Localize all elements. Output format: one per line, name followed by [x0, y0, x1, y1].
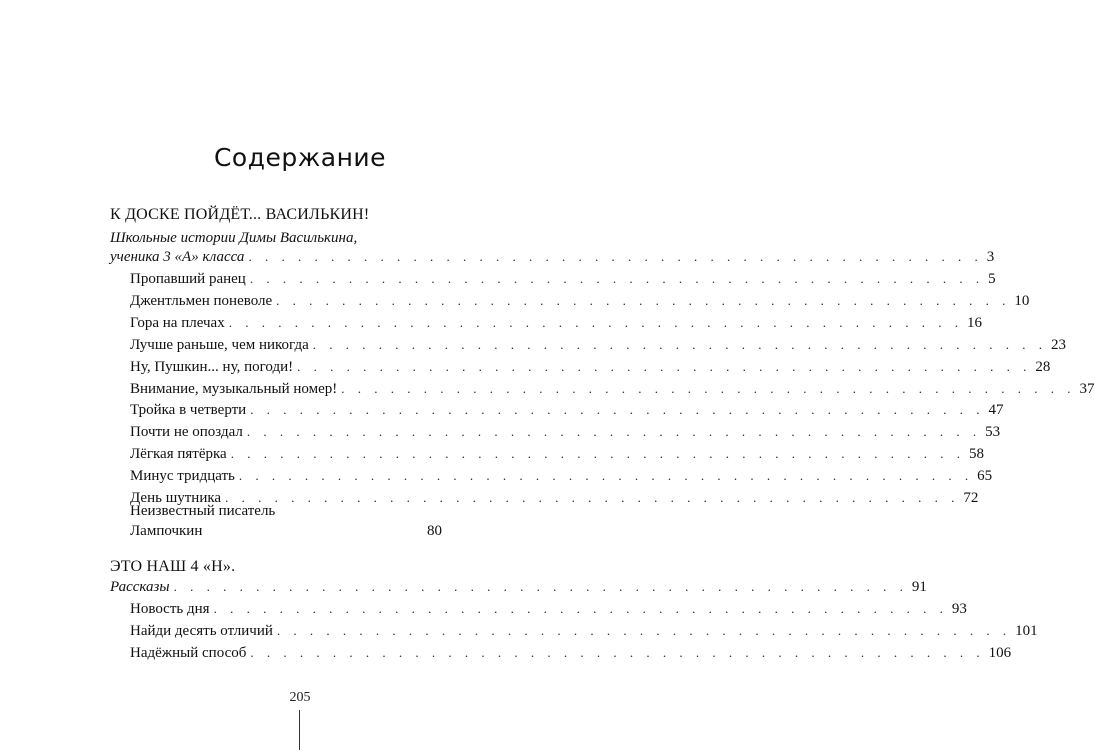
dot-leader: . . . . . . . . . . . . . . . . . . . . . . . . . . . . . . . . . . . . . . . . . . . . . [312, 336, 1048, 352]
toc-entry-label: Внимание, музыкальный номер! [130, 380, 338, 397]
dot-leader: . . . . . . . . . . . . . . . . . . . . . . . . . . . . . . . . . . . . . . . . . . . . . [248, 249, 983, 264]
dot-leader: . . . . . . . . . . . . . . . . . . . . . . . . . . . . . . . . . . . . . . . . . . . . . [246, 424, 982, 440]
toc-entry-page: 91 [911, 579, 927, 595]
toc-entry-label: Почти не опоздал [130, 424, 243, 441]
dot-leader: . . . . . . . . . . . . . . . . . . . . . . . . . . . . . . . . . . . . . . . . . . . . . [341, 380, 1076, 396]
dot-leader: . . . . . . . . . . . . . . . . . . . . . . . . . . . . . . . . . . . . . . . . . . . . . [250, 645, 985, 660]
toc-entry-label: Найди десять отличий [130, 623, 273, 639]
folio-rule [299, 710, 300, 750]
toc-entry[interactable] [130, 288, 1030, 310]
toc-entry-label: Лёгкая пятёрка [130, 446, 227, 463]
toc-entry-page: 53 [985, 424, 1001, 441]
toc-entry-label: Джентльмен поневоле [130, 292, 273, 309]
toc-entry-page: 28 [1035, 358, 1051, 375]
dot-leader: . . . . . . . . . . . . . . . . . . . . . . . . . . . . . . . . . . . . . . . . . . . . . [228, 314, 963, 330]
page-title: Содержание [213, 143, 387, 172]
dot-leader: . . . . . . . . . . . . . . . . . . . . . . . . . . . . . . . . . . . . . . . . . . . . . [238, 468, 974, 484]
toc-entry-last-1[interactable] [130, 518, 442, 540]
toc-entry-page: 3 [986, 249, 995, 265]
toc-entry-page: 10 [1014, 292, 1030, 309]
dot-leader: . . . . . . . . . . . . . . . . . . . . . . . . . . . . . . . . . . . . . . . . . . . . . [297, 358, 1032, 374]
toc-entry-page: 93 [951, 601, 967, 617]
toc-entry-label: День шутника [130, 490, 222, 506]
section-heading-1: К ДОСКЕ ПОЙДЁТ... ВАСИЛЬКИН! [110, 206, 370, 223]
page-number: 205 [289, 690, 311, 705]
toc-entry-page: 58 [968, 446, 984, 463]
toc-entry-page: 16 [966, 314, 982, 331]
toc-entry[interactable] [130, 266, 996, 288]
toc-entry-subtitle-2[interactable] [110, 574, 927, 596]
toc-entry-label: Пропавший ранец [130, 271, 246, 287]
toc-entry[interactable] [130, 332, 1067, 354]
toc-entry-subtitle-1[interactable] [110, 244, 995, 266]
section-heading-2: ЭТО НАШ 4 «Н». [110, 558, 236, 575]
toc-entry[interactable] [130, 441, 984, 463]
toc-entry-page: 101 [1015, 623, 1038, 639]
toc-entry-label: ученика 3 «А» класса [110, 249, 245, 265]
toc-entry[interactable] [130, 397, 1004, 419]
toc-entry-page: 23 [1051, 336, 1067, 353]
toc-entry[interactable] [130, 640, 1012, 662]
toc-entry-page: 80 [427, 523, 442, 539]
dot-leader: . . . . . . . . . . . . . . . . . . . . . . . . . . . . . . . . . . . . . . . . . . . . . [250, 402, 985, 418]
toc-entry-label: Минус тридцать [130, 468, 235, 485]
toc-entry-page: 72 [963, 490, 979, 506]
dot-leader: . . . . . . . . . . . . . . . . . . . . . . . . . . . . . . . . . . . . . . . . . . . . . [276, 292, 1011, 308]
toc-entry-page: 5 [988, 271, 996, 287]
toc-entry[interactable] [130, 376, 1095, 398]
toc-entry[interactable] [130, 354, 1051, 376]
toc-entry[interactable] [130, 310, 982, 332]
dot-leader: . . . . . . . . . . . . . . . . . . . . . . . . . . . . . . . . . . . . . . . . . . . . . [213, 601, 948, 616]
toc-entry-label: Гора на плечах [130, 314, 225, 331]
dot-leader: . . . . . . . . . . . . . . . . . . . . . . . . . . . . . . . . . . . . . . . . . . . . . [173, 579, 908, 594]
toc-entry-label: Лучше раньше, чем никогда [130, 336, 309, 353]
toc-entry-page: 106 [988, 645, 1012, 661]
toc-entry-page: 37 [1079, 380, 1095, 397]
toc-entry[interactable] [130, 419, 1001, 441]
toc-entry[interactable] [130, 463, 993, 485]
toc-entry[interactable] [130, 618, 1038, 640]
toc-entry-label: Рассказы [110, 579, 170, 595]
dot-leader: . . . . . . . . . . . . . . . . . . . . . . . . . . . . . . . . . . . . . . . . . . . . . [230, 446, 965, 462]
toc-entry-label: Новость дня [130, 601, 210, 617]
dot-leader: . . . . . . . . . . . . . . . . . . . . . . . . . . . . . . . . . . . . . . . . . . . . . [225, 490, 960, 505]
toc-entry-label: Ну, Пушкин... ну, погоди! [130, 358, 294, 375]
toc-entry-label: Тройка в четверти [130, 402, 247, 419]
dot-leader: . . . . . . . . . . . . . . . . . . . . . . . . . . . . . . . . . . . . . . . . . . . . . [276, 623, 1012, 638]
toc-entry-page: 47 [988, 402, 1004, 419]
toc-entry-label-line1: Неизвестный писатель [130, 503, 276, 519]
toc-entry-label: Лампочкин [130, 523, 203, 539]
dot-leader: . . . . . . . . . . . . . . . . . . . . . . . . . . . . . . . . . . . . . . . . . . . . . [249, 271, 985, 286]
toc-entry[interactable] [130, 596, 967, 618]
section-subtitle-1-line1: Школьные истории Димы Василькина, [110, 230, 358, 246]
toc-entry-page: 65 [977, 468, 993, 485]
toc-entry-label: Надёжный способ [130, 645, 247, 661]
